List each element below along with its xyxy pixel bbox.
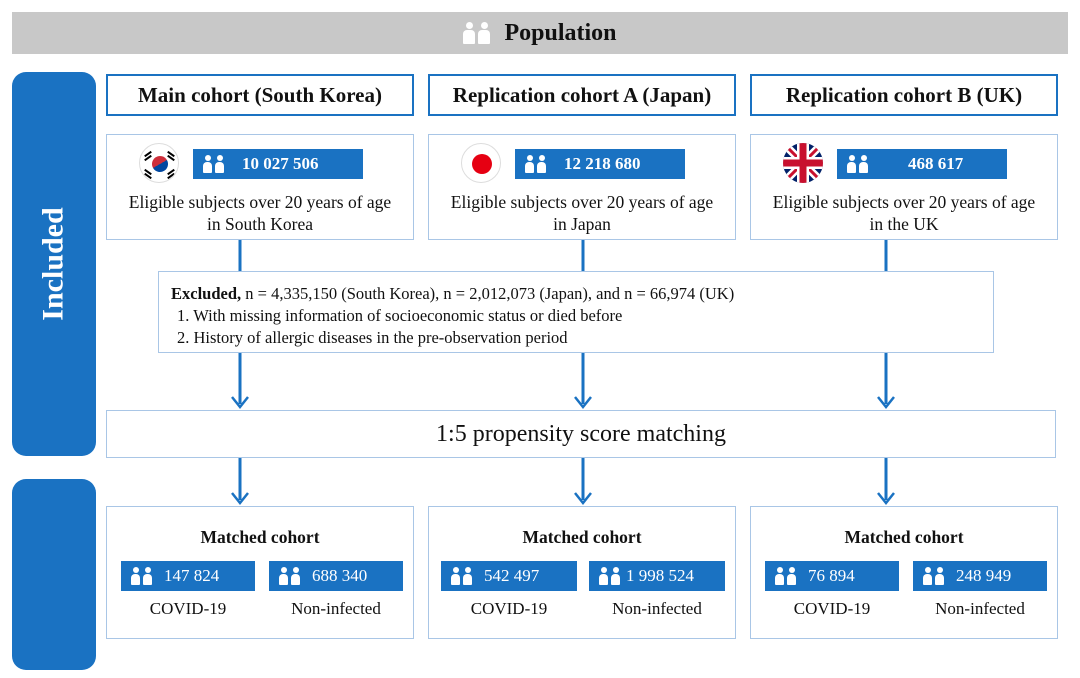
eligible-desc-line2: in South Korea	[207, 214, 313, 234]
propensity-matching-box: 1:5 propensity score matching	[106, 410, 1056, 458]
people-icon	[775, 567, 796, 585]
excluded-counts: n = 4,335,150 (South Korea), n = 2,012,073 (Japan), and n = 66,974 (UK)	[241, 284, 735, 303]
people-icon	[451, 567, 472, 585]
excluded-summary	[171, 283, 993, 305]
eligible-count-badge	[515, 149, 685, 179]
population-title: Population	[504, 19, 617, 46]
excluded-label: Excluded,	[171, 284, 242, 303]
south-korea-flag-icon	[139, 143, 179, 183]
noninfected-label: Non-infected	[291, 599, 381, 618]
eligible-box-uk	[750, 134, 1058, 240]
covid-label: COVID-19	[793, 599, 871, 618]
eligible-description	[429, 191, 735, 235]
covid-count-badge	[765, 561, 899, 591]
included-label-text: Included	[37, 207, 71, 321]
matched-cohort-title: Matched cohort	[844, 527, 964, 547]
covid-count: 542 497	[484, 566, 540, 585]
eligible-count: 468 617	[908, 154, 964, 173]
uk-flag-icon	[783, 143, 823, 183]
people-icon	[203, 155, 224, 173]
eligible-box-japan	[428, 134, 736, 240]
eligible-box-south-korea	[106, 134, 414, 240]
noninfected-count-badge	[589, 561, 725, 591]
noninfected-count: 248 949	[956, 566, 1012, 585]
people-icon	[279, 567, 300, 585]
noninfected-label: Non-infected	[935, 599, 1025, 618]
eligible-count-badge	[837, 149, 1007, 179]
people-icon	[847, 155, 868, 173]
covid-count: 76 894	[808, 566, 855, 585]
japan-flag-icon	[461, 143, 501, 183]
people-icon	[923, 567, 944, 585]
eligible-desc-line1: Eligible subjects over 20 years of age	[450, 192, 714, 212]
matched-box-south-korea	[106, 506, 414, 639]
eligible-desc-line2: in the UK	[869, 214, 939, 234]
eligible-desc-line1: Eligible subjects over 20 years of age	[772, 192, 1036, 212]
covid-count-badge	[121, 561, 255, 591]
covid-count-badge	[441, 561, 577, 591]
eligible-desc-line1: Eligible subjects over 20 years of age	[128, 192, 392, 212]
noninfected-count: 688 340	[312, 566, 368, 585]
covid-label: COVID-19	[149, 599, 227, 618]
cohort-header-japan: Replication cohort A (Japan)	[428, 74, 736, 116]
excluded-box	[158, 271, 994, 353]
matched-cohort-title: Matched cohort	[522, 527, 642, 547]
noninfected-count-badge	[913, 561, 1047, 591]
matched-box-japan	[428, 506, 736, 639]
cohort-header-south-korea: Main cohort (South Korea)	[106, 74, 414, 116]
people-icon	[131, 567, 152, 585]
eligible-desc-line2: in Japan	[553, 214, 611, 234]
cohort-header-uk: Replication cohort B (UK)	[750, 74, 1058, 116]
eligible-count: 10 027 506	[242, 154, 319, 173]
matched-box-uk	[750, 506, 1058, 639]
eligible-description	[107, 191, 413, 235]
covid-label: COVID-19	[470, 599, 548, 618]
covid-count: 147 824	[164, 566, 220, 585]
noninfected-count: 1 998 524	[626, 566, 694, 585]
exclusion-criterion: 1. With missing information of socioeconomic status or died before	[177, 306, 623, 325]
matched-cohort-title: Matched cohort	[200, 527, 320, 547]
noninfected-label: Non-infected	[612, 599, 702, 618]
people-icon	[599, 567, 620, 585]
people-icon	[525, 155, 546, 173]
eligible-count-badge	[193, 149, 363, 179]
eligible-description	[751, 191, 1057, 235]
noninfected-count-badge	[269, 561, 403, 591]
eligible-count: 12 218 680	[564, 154, 641, 173]
exclusion-criterion: 2. History of allergic diseases in the pre-observation period	[177, 328, 568, 347]
